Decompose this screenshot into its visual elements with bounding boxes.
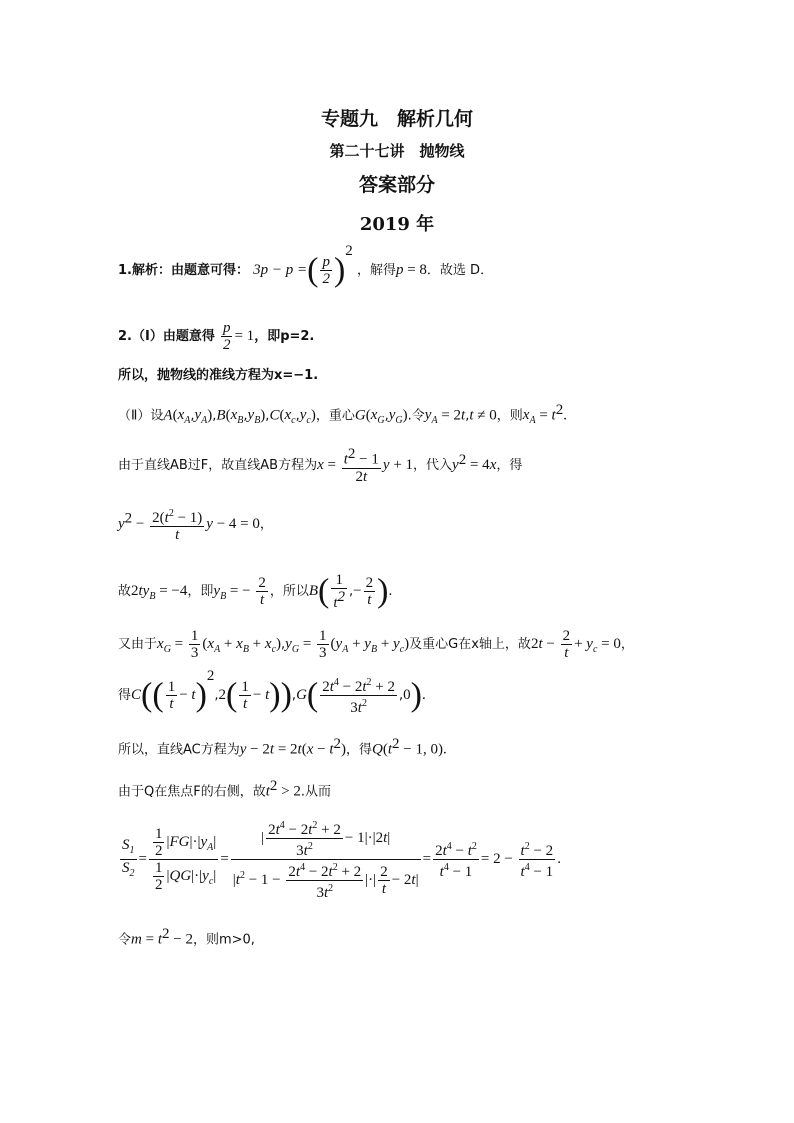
q2-line-9: 所以，直线AC方程为$y - 2t = 2t(x - t^2)$，得$Q(t^2 - 1$, 0).: [118, 736, 447, 758]
answers-heading: 答案部分: [358, 174, 435, 196]
year-heading: 2019 年: [359, 214, 435, 235]
q2-line-4: 由于直线AB过F，故直线AB方程为x = $\frac{t^2 - 1}{2t}$ y + 1，代入$y^2 = 4x$，得: [118, 446, 523, 486]
q2-line-10: 由于Q在焦点F的右侧，故$t^2 > 2$.从而: [118, 778, 331, 800]
q2-line-7: 又由于$x_G$ = $\frac{1}{3}$ $(x_A + x_B + x_c),y_G$ = $\frac{1}{3}$ $(y_A + y_B + y_c)$及重心G在x轴上，故2t − $\frac{2}{t}$ + $y_c = 0$，: [118, 628, 634, 661]
q2-text-9b: ，得: [346, 742, 373, 758]
q2-text-3b: ，重心: [315, 408, 355, 424]
q2-text-6a: 故: [118, 584, 132, 599]
q2-text-10a: 由于Q在焦点F的右侧，故: [118, 784, 266, 800]
q2-text-10b: .从而: [300, 784, 331, 800]
q2-line-12: 令$m = t^2 - 2$，则m>0,: [118, 926, 255, 948]
q2-text-7a: 又由于: [118, 637, 158, 652]
q2-line-8: 得C(( $\frac{1}{t}$ − t)$^2$,2( $\frac{1}{t}$ − t)),G( $\frac{2t^4 - 2t^2 + 2}{3t^2}$ ,0).: [118, 667, 426, 716]
q2-text-4c: ，得: [496, 458, 523, 474]
q2-text-12b: ，则m>0,: [192, 932, 255, 948]
q2-text-4a: 由于直线AB过F，故直线AB方程为: [118, 458, 318, 474]
q1-line: 1.解析：由题意可得： 3p − p =( $\frac{p}{2}$ )$^2$ ，解得p = 8．故选 D．: [118, 242, 494, 289]
q1-number: 1.: [118, 263, 132, 278]
q2-text-1a: 2.（I）由题意得: [118, 329, 215, 344]
q2-text-4b: ，代入: [413, 458, 453, 474]
q2-line-6: 故$2ty_B = -4$，即$y_B$ = − $\frac{2}{t}$ ，所以B( $\frac{1}{t^2}$ ,− $\frac{2}{t}$ ).: [118, 572, 393, 611]
q2-line-1: 2.（I）由题意得 $\frac{p}{2}$ = 1，即p=2.: [118, 320, 315, 353]
q2-text-6b: ，即: [187, 584, 214, 599]
q2-text-6c: ，所以: [269, 584, 309, 599]
q2-text-12a: 令: [118, 932, 132, 948]
q1-text-b: ，解得: [356, 263, 396, 278]
q2-line-2: 所以，抛物线的准线方程为x=−1.: [118, 368, 319, 383]
q2-line-3: （Ⅱ）设$A(x_A,y_A),B(x_B,y_B),C(x_c,y_c)$，重心$G(x_G,y_G)$.令$y_A = 2t,t \ne 0$，则$x_A = t^2$.: [118, 402, 567, 427]
q2-text-1b: ，即p=2.: [254, 329, 315, 344]
q2-text-3a: （Ⅱ）设: [118, 408, 164, 424]
q2-text-3d: ，则: [496, 408, 523, 424]
q2-text-3c: .令: [407, 408, 425, 424]
lecture-title: 第二十七讲 抛物线: [329, 142, 465, 160]
q1-text-a: 解析：由题意可得：: [131, 263, 249, 278]
q2-text-8a: 得: [118, 688, 132, 703]
q2-ratio-formula: $\frac{S_1}{S_2}$ = $\frac{1}{2}$ $|FG|\cdot|y_A|$ $\frac{1}{2}$ $|QG|\cdot|y_c|$ = | $\frac{2t^4 - 2t^2 + 2}{3t^2}$ − 1|·|2t| $|t^2 - 1$ − $\frac{2t^4 - 2t^2 + 2}{3t^2}$ |·| $\frac{2}{t}$ − 2t| = $\frac{2t^4 - t^2}{t^4 - 1}$ = 2 − $\frac{t^2 - 2}{t^4 - 1}$ .: [122, 820, 561, 901]
q2-line-5: $y^2$ − $\frac{2(t^2 - 1)}{t}$ y − 4 = 0，: [118, 508, 273, 543]
topic-title: 专题九 解析几何: [320, 108, 473, 130]
q2-text-9a: 所以，直线AC方程为: [118, 742, 240, 758]
q2-text-7b: 及重心G在x轴上，故: [409, 637, 531, 652]
q1-text-c: ．故选 D．: [426, 263, 494, 278]
